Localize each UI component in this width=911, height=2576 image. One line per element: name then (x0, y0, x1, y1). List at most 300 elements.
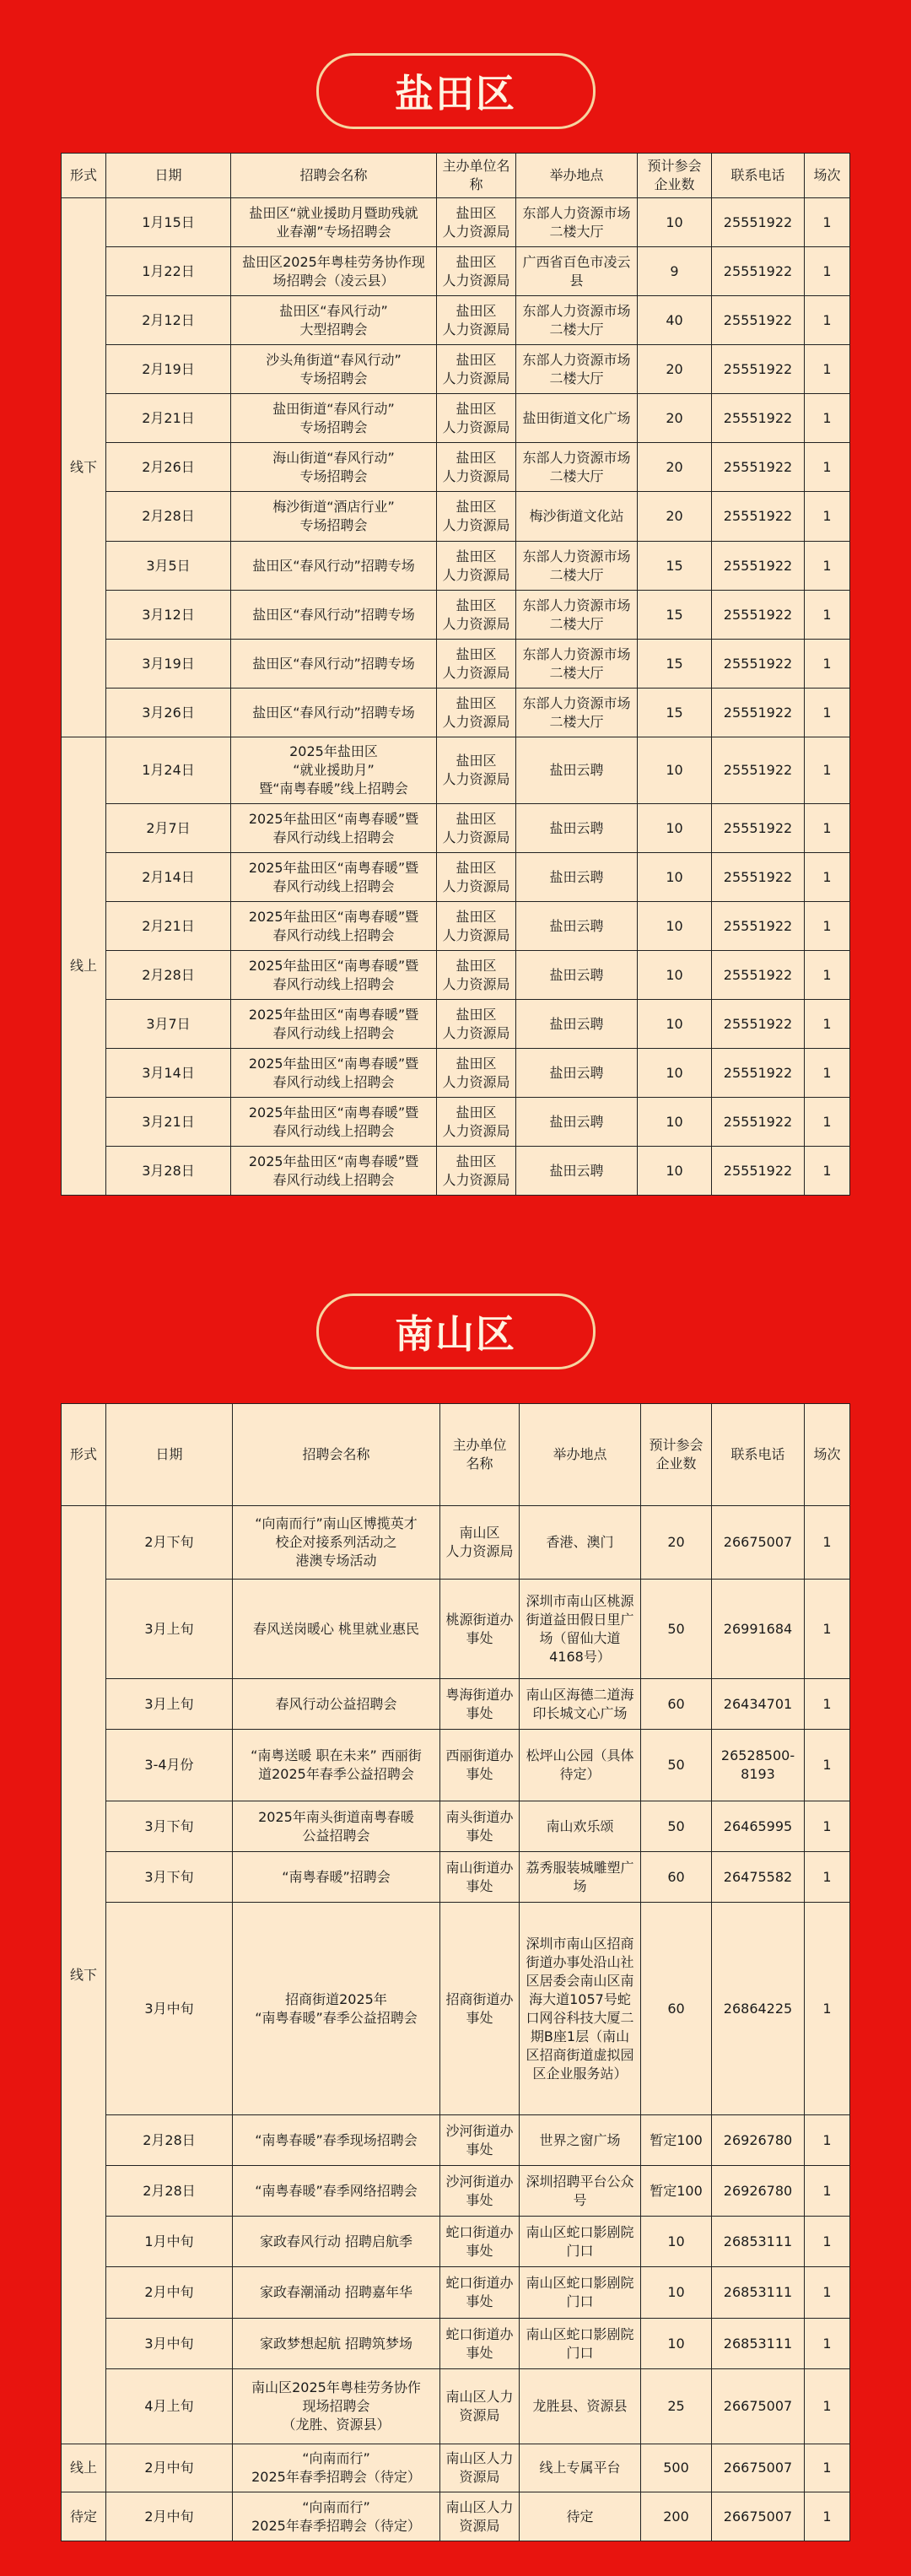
date-cell: 1月中旬 (106, 2217, 233, 2267)
organizer-cell: 蛇口街道办 事处 (440, 2217, 520, 2267)
company-count-cell: 50 (641, 1580, 712, 1679)
sessions-cell: 1 (805, 2115, 850, 2166)
date-cell: 3月中旬 (106, 1903, 233, 2115)
yantian-title-wrap (0, 51, 911, 132)
organizer-cell: 盐田区 人力资源局 (437, 394, 516, 443)
fair-name-cell: 盐田区“春风行动”招聘专场 (231, 640, 437, 689)
company-count-cell: 20 (638, 443, 712, 492)
fair-name-cell: 春风行动公益招聘会 (233, 1679, 440, 1730)
venue-cell: 东部人力资源市场 二楼大厅 (516, 640, 638, 689)
date-cell: 1月24日 (106, 737, 231, 804)
column-header: 招聘会名称 (233, 1404, 440, 1506)
mode-cell: 线下 (62, 1506, 106, 2444)
sessions-cell: 1 (805, 2166, 850, 2217)
phone-cell: 26475582 (712, 1852, 805, 1903)
sessions-cell: 1 (805, 2369, 850, 2444)
sessions-cell: 1 (805, 345, 850, 394)
table-row (62, 247, 850, 296)
table-row (62, 2319, 850, 2369)
date-cell: 2月下旬 (106, 1506, 233, 1580)
organizer-cell: 蛇口街道办 事处 (440, 2319, 520, 2369)
fair-name-cell: 南山区2025年粤桂劳务协作 现场招聘会 （龙胜、资源县） (233, 2369, 440, 2444)
venue-cell: 盐田云聘 (516, 1000, 638, 1049)
table-row (62, 394, 850, 443)
date-cell: 3月14日 (106, 1049, 231, 1098)
fair-name-cell: “南粤送暖 职在未来” 西丽街 道2025年春季公益招聘会 (233, 1730, 440, 1801)
table-row (62, 198, 850, 247)
fair-name-cell: “向南而行” 2025年春季招聘会（待定） (233, 2444, 440, 2492)
fair-name-cell: 家政春潮涌动 招聘嘉年华 (233, 2267, 440, 2319)
phone-cell: 25551922 (712, 951, 805, 1000)
column-header: 日期 (106, 1404, 233, 1506)
phone-cell: 26991684 (712, 1580, 805, 1679)
date-cell: 3月下旬 (106, 1801, 233, 1852)
company-count-cell: 50 (641, 1801, 712, 1852)
nanshan-section (0, 1291, 911, 1372)
venue-cell: 盐田云聘 (516, 853, 638, 902)
sessions-cell: 1 (805, 640, 850, 689)
sessions-cell: 1 (805, 1801, 850, 1852)
date-cell: 3月12日 (106, 591, 231, 640)
venue-cell: 南山区蛇口影剧院 门口 (520, 2267, 641, 2319)
phone-cell: 25551922 (712, 394, 805, 443)
phone-cell: 25551922 (712, 640, 805, 689)
table-row (62, 853, 850, 902)
sessions-cell: 1 (805, 2444, 850, 2492)
fair-name-cell: 2025年盐田区“南粤春暖”暨 春风行动线上招聘会 (231, 804, 437, 853)
table-row (62, 640, 850, 689)
date-cell: 2月中旬 (106, 2267, 233, 2319)
table-row (62, 737, 850, 804)
organizer-cell: 南头街道办 事处 (440, 1801, 520, 1852)
column-header: 形式 (62, 154, 106, 198)
nanshan-title: 南山区 (316, 1293, 596, 1369)
venue-cell: 梅沙街道文化站 (516, 492, 638, 542)
organizer-cell: 盐田区 人力资源局 (437, 296, 516, 345)
sessions-cell: 1 (805, 2267, 850, 2319)
phone-cell: 25551922 (712, 345, 805, 394)
table-row (62, 296, 850, 345)
date-cell: 2月中旬 (106, 2492, 233, 2541)
fair-name-cell: 招商街道2025年 “南粤春暖”春季公益招聘会 (233, 1903, 440, 2115)
phone-cell: 26853111 (712, 2267, 805, 2319)
venue-cell: 盐田云聘 (516, 951, 638, 1000)
table-row (62, 902, 850, 951)
sessions-cell: 1 (805, 542, 850, 591)
phone-cell: 25551922 (712, 198, 805, 247)
company-count-cell: 暂定100 (641, 2166, 712, 2217)
phone-cell: 26864225 (712, 1903, 805, 2115)
company-count-cell: 10 (641, 2217, 712, 2267)
company-count-cell: 60 (641, 1852, 712, 1903)
phone-cell: 25551922 (712, 902, 805, 951)
column-header: 举办地点 (516, 154, 638, 198)
company-count-cell: 15 (638, 689, 712, 737)
sessions-cell: 1 (805, 1903, 850, 2115)
fair-name-cell: 2025年南头街道南粤春暖 公益招聘会 (233, 1801, 440, 1852)
sessions-cell: 1 (805, 902, 850, 951)
phone-cell: 25551922 (712, 853, 805, 902)
company-count-cell: 15 (638, 591, 712, 640)
date-cell: 3月19日 (106, 640, 231, 689)
date-cell: 2月12日 (106, 296, 231, 345)
phone-cell: 26528500- 8193 (712, 1730, 805, 1801)
column-header: 举办地点 (520, 1404, 641, 1506)
phone-cell: 25551922 (712, 443, 805, 492)
company-count-cell: 10 (638, 1000, 712, 1049)
table-row (62, 2492, 850, 2541)
fair-name-cell: “向南而行” 2025年春季招聘会（待定） (233, 2492, 440, 2541)
organizer-cell: 盐田区 人力资源局 (437, 542, 516, 591)
venue-cell: 东部人力资源市场 二楼大厅 (516, 296, 638, 345)
company-count-cell: 10 (638, 737, 712, 804)
company-count-cell: 10 (641, 2267, 712, 2319)
phone-cell: 25551922 (712, 804, 805, 853)
organizer-cell: 盐田区 人力资源局 (437, 640, 516, 689)
sessions-cell: 1 (805, 443, 850, 492)
table-row (62, 492, 850, 542)
company-count-cell: 15 (638, 640, 712, 689)
mode-cell: 待定 (62, 2492, 106, 2541)
date-cell: 4月上旬 (106, 2369, 233, 2444)
column-header: 主办单位名称 (437, 154, 516, 198)
date-cell: 3月26日 (106, 689, 231, 737)
organizer-cell: 南山街道办 事处 (440, 1852, 520, 1903)
organizer-cell: 盐田区 人力资源局 (437, 804, 516, 853)
column-header: 场次 (805, 1404, 850, 1506)
table-row (62, 1147, 850, 1196)
sessions-cell: 1 (805, 394, 850, 443)
phone-cell: 25551922 (712, 542, 805, 591)
organizer-cell: 盐田区 人力资源局 (437, 1147, 516, 1196)
table-row (62, 804, 850, 853)
nanshan-schedule-table (61, 1403, 850, 2541)
venue-cell: 东部人力资源市场 二楼大厅 (516, 198, 638, 247)
fair-name-cell: 梅沙街道“酒店行业” 专场招聘会 (231, 492, 437, 542)
venue-cell: 南山欢乐颂 (520, 1801, 641, 1852)
fair-name-cell: 2025年盐田区“南粤春暖”暨 春风行动线上招聘会 (231, 1098, 437, 1147)
venue-cell: 盐田街道文化广场 (516, 394, 638, 443)
venue-cell: 深圳市南山区桃源 街道益田假日里广 场（留仙大道 4168号） (520, 1580, 641, 1679)
fair-name-cell: 盐田区“春风行动”招聘专场 (231, 542, 437, 591)
company-count-cell: 60 (641, 1679, 712, 1730)
yantian-section (0, 51, 911, 132)
organizer-cell: 西丽街道办 事处 (440, 1730, 520, 1801)
venue-cell: 南山区蛇口影剧院 门口 (520, 2319, 641, 2369)
column-header: 预计参会 企业数 (641, 1404, 712, 1506)
table-row (62, 1852, 850, 1903)
company-count-cell: 10 (638, 853, 712, 902)
phone-cell: 25551922 (712, 689, 805, 737)
fair-name-cell: 盐田区2025年粤桂劳务协作现 场招聘会（凌云县） (231, 247, 437, 296)
mode-cell: 线下 (62, 198, 106, 737)
company-count-cell: 60 (641, 1903, 712, 2115)
venue-cell: 盐田云聘 (516, 1049, 638, 1098)
column-header: 场次 (805, 154, 850, 198)
organizer-cell: 南山区人力 资源局 (440, 2369, 520, 2444)
venue-cell: 东部人力资源市场 二楼大厅 (516, 443, 638, 492)
organizer-cell: 招商街道办 事处 (440, 1903, 520, 2115)
table-header-row (62, 1404, 850, 1506)
phone-cell: 25551922 (712, 591, 805, 640)
fair-name-cell: “南粤春暖”春季网络招聘会 (233, 2166, 440, 2217)
table-row (62, 951, 850, 1000)
date-cell: 3月上旬 (106, 1679, 233, 1730)
venue-cell: 线上专属平台 (520, 2444, 641, 2492)
venue-cell: 东部人力资源市场 二楼大厅 (516, 689, 638, 737)
company-count-cell: 10 (638, 1098, 712, 1147)
sessions-cell: 1 (805, 1098, 850, 1147)
fair-name-cell: 2025年盐田区 “就业援助月” 暨“南粤春暖”线上招聘会 (231, 737, 437, 804)
venue-cell: 荔秀服装城雕塑广 场 (520, 1852, 641, 1903)
table-row (62, 689, 850, 737)
table-row (62, 1098, 850, 1147)
venue-cell: 深圳招聘平台公众 号 (520, 2166, 641, 2217)
company-count-cell: 10 (638, 198, 712, 247)
company-count-cell: 20 (638, 394, 712, 443)
company-count-cell: 10 (638, 902, 712, 951)
company-count-cell: 10 (638, 951, 712, 1000)
organizer-cell: 桃源街道办 事处 (440, 1580, 520, 1679)
venue-cell: 龙胜县、资源县 (520, 2369, 641, 2444)
company-count-cell: 500 (641, 2444, 712, 2492)
organizer-cell: 粤海街道办 事处 (440, 1679, 520, 1730)
table-row (62, 2217, 850, 2267)
date-cell: 3-4月份 (106, 1730, 233, 1801)
company-count-cell: 10 (638, 1049, 712, 1098)
organizer-cell: 南山区人力 资源局 (440, 2492, 520, 2541)
organizer-cell: 盐田区 人力资源局 (437, 1049, 516, 1098)
venue-cell: 东部人力资源市场 二楼大厅 (516, 542, 638, 591)
table-row (62, 2444, 850, 2492)
sessions-cell: 1 (805, 1852, 850, 1903)
organizer-cell: 南山区人力 资源局 (440, 2444, 520, 2492)
fair-name-cell: 盐田区“春风行动” 大型招聘会 (231, 296, 437, 345)
organizer-cell: 沙河街道办 事处 (440, 2115, 520, 2166)
column-header: 预计参会企业数 (638, 154, 712, 198)
organizer-cell: 盐田区 人力资源局 (437, 853, 516, 902)
table-row (62, 345, 850, 394)
sessions-cell: 1 (805, 853, 850, 902)
venue-cell: 东部人力资源市场 二楼大厅 (516, 591, 638, 640)
venue-cell: 东部人力资源市场 二楼大厅 (516, 345, 638, 394)
date-cell: 2月28日 (106, 2115, 233, 2166)
fair-name-cell: 春风送岗暖心 桃里就业惠民 (233, 1580, 440, 1679)
date-cell: 2月21日 (106, 394, 231, 443)
venue-cell: 南山区蛇口影剧院 门口 (520, 2217, 641, 2267)
table-row (62, 1730, 850, 1801)
organizer-cell: 盐田区 人力资源局 (437, 737, 516, 804)
company-count-cell: 40 (638, 296, 712, 345)
sessions-cell: 1 (805, 591, 850, 640)
date-cell: 2月28日 (106, 492, 231, 542)
company-count-cell: 50 (641, 1730, 712, 1801)
table-row (62, 1679, 850, 1730)
organizer-cell: 盐田区 人力资源局 (437, 198, 516, 247)
company-count-cell: 200 (641, 2492, 712, 2541)
organizer-cell: 盐田区 人力资源局 (437, 1000, 516, 1049)
phone-cell: 26926780 (712, 2166, 805, 2217)
date-cell: 3月7日 (106, 1000, 231, 1049)
table-row (62, 443, 850, 492)
column-header: 联系电话 (712, 154, 805, 198)
date-cell: 3月5日 (106, 542, 231, 591)
sessions-cell: 1 (805, 198, 850, 247)
organizer-cell: 盐田区 人力资源局 (437, 591, 516, 640)
company-count-cell: 20 (638, 492, 712, 542)
fair-name-cell: “向南而行”南山区博揽英才 校企对接系列活动之 港澳专场活动 (233, 1506, 440, 1580)
fair-name-cell: 家政梦想起航 招聘筑梦场 (233, 2319, 440, 2369)
date-cell: 2月21日 (106, 902, 231, 951)
phone-cell: 26853111 (712, 2217, 805, 2267)
organizer-cell: 沙河街道办 事处 (440, 2166, 520, 2217)
date-cell: 3月28日 (106, 1147, 231, 1196)
fair-name-cell: 家政春风行动 招聘启航季 (233, 2217, 440, 2267)
organizer-cell: 盐田区 人力资源局 (437, 1098, 516, 1147)
phone-cell: 26926780 (712, 2115, 805, 2166)
table-row (62, 1049, 850, 1098)
fair-name-cell: 2025年盐田区“南粤春暖”暨 春风行动线上招聘会 (231, 1000, 437, 1049)
fair-name-cell: 2025年盐田区“南粤春暖”暨 春风行动线上招聘会 (231, 951, 437, 1000)
date-cell: 1月22日 (106, 247, 231, 296)
company-count-cell: 10 (638, 804, 712, 853)
venue-cell: 盐田云聘 (516, 902, 638, 951)
table-row (62, 2267, 850, 2319)
venue-cell: 松坪山公园（具体 待定） (520, 1730, 641, 1801)
table-row (62, 2166, 850, 2217)
phone-cell: 26675007 (712, 1506, 805, 1580)
company-count-cell: 10 (638, 1147, 712, 1196)
fair-name-cell: 2025年盐田区“南粤春暖”暨 春风行动线上招聘会 (231, 1147, 437, 1196)
company-count-cell: 20 (641, 1506, 712, 1580)
table-row (62, 1801, 850, 1852)
venue-cell: 盐田云聘 (516, 1098, 638, 1147)
date-cell: 3月21日 (106, 1098, 231, 1147)
table-row (62, 2369, 850, 2444)
company-count-cell: 10 (641, 2319, 712, 2369)
fair-name-cell: 海山街道“春风行动” 专场招聘会 (231, 443, 437, 492)
sessions-cell: 1 (805, 1506, 850, 1580)
company-count-cell: 25 (641, 2369, 712, 2444)
date-cell: 2月14日 (106, 853, 231, 902)
venue-cell: 盐田云聘 (516, 1147, 638, 1196)
venue-cell: 盐田云聘 (516, 804, 638, 853)
column-header: 联系电话 (712, 1404, 805, 1506)
sessions-cell: 1 (805, 247, 850, 296)
phone-cell: 25551922 (712, 492, 805, 542)
phone-cell: 25551922 (712, 1098, 805, 1147)
sessions-cell: 1 (805, 296, 850, 345)
phone-cell: 25551922 (712, 296, 805, 345)
organizer-cell: 盐田区 人力资源局 (437, 443, 516, 492)
fair-name-cell: 盐田区“春风行动”招聘专场 (231, 591, 437, 640)
company-count-cell: 20 (638, 345, 712, 394)
sessions-cell: 1 (805, 689, 850, 737)
table-row (62, 542, 850, 591)
company-count-cell: 暂定100 (641, 2115, 712, 2166)
organizer-cell: 盐田区 人力资源局 (437, 247, 516, 296)
company-count-cell: 9 (638, 247, 712, 296)
sessions-cell: 1 (805, 951, 850, 1000)
fair-name-cell: 盐田区“就业援助月暨助残就 业春潮”专场招聘会 (231, 198, 437, 247)
fair-name-cell: “南粤春暖”春季现场招聘会 (233, 2115, 440, 2166)
column-header: 主办单位 名称 (440, 1404, 520, 1506)
table-row (62, 2115, 850, 2166)
sessions-cell: 1 (805, 1000, 850, 1049)
sessions-cell: 1 (805, 492, 850, 542)
table-row (62, 591, 850, 640)
mode-cell: 线上 (62, 737, 106, 1196)
organizer-cell: 盐田区 人力资源局 (437, 951, 516, 1000)
organizer-cell: 盐田区 人力资源局 (437, 902, 516, 951)
date-cell: 2月28日 (106, 2166, 233, 2217)
organizer-cell: 蛇口街道办 事处 (440, 2267, 520, 2319)
fair-name-cell: 盐田街道“春风行动” 专场招聘会 (231, 394, 437, 443)
table-row (62, 1903, 850, 2115)
phone-cell: 26675007 (712, 2369, 805, 2444)
fair-name-cell: 沙头角街道“春风行动” 专场招聘会 (231, 345, 437, 394)
table-row (62, 1506, 850, 1580)
phone-cell: 26675007 (712, 2444, 805, 2492)
table-header-row (62, 154, 850, 198)
column-header: 形式 (62, 1404, 106, 1506)
sessions-cell: 1 (805, 2319, 850, 2369)
venue-cell: 香港、澳门 (520, 1506, 641, 1580)
phone-cell: 25551922 (712, 1000, 805, 1049)
sessions-cell: 1 (805, 1049, 850, 1098)
organizer-cell: 南山区 人力资源局 (440, 1506, 520, 1580)
venue-cell: 广西省百色市凌云 县 (516, 247, 638, 296)
venue-cell: 南山区海德二道海 印长城文心广场 (520, 1679, 641, 1730)
date-cell: 2月19日 (106, 345, 231, 394)
phone-cell: 25551922 (712, 1147, 805, 1196)
phone-cell: 26434701 (712, 1679, 805, 1730)
date-cell: 2月26日 (106, 443, 231, 492)
company-count-cell: 15 (638, 542, 712, 591)
venue-cell: 世界之窗广场 (520, 2115, 641, 2166)
column-header: 日期 (106, 154, 231, 198)
date-cell: 3月中旬 (106, 2319, 233, 2369)
fair-name-cell: 2025年盐田区“南粤春暖”暨 春风行动线上招聘会 (231, 1049, 437, 1098)
mode-cell: 线上 (62, 2444, 106, 2492)
phone-cell: 25551922 (712, 1049, 805, 1098)
sessions-cell: 1 (805, 1147, 850, 1196)
yantian-schedule-table (61, 153, 850, 1196)
organizer-cell: 盐田区 人力资源局 (437, 689, 516, 737)
organizer-cell: 盐田区 人力资源局 (437, 492, 516, 542)
phone-cell: 26853111 (712, 2319, 805, 2369)
fair-name-cell: 2025年盐田区“南粤春暖”暨 春风行动线上招聘会 (231, 853, 437, 902)
sessions-cell: 1 (805, 1730, 850, 1801)
venue-cell: 盐田云聘 (516, 737, 638, 804)
date-cell: 1月15日 (106, 198, 231, 247)
sessions-cell: 1 (805, 2492, 850, 2541)
date-cell: 3月上旬 (106, 1580, 233, 1679)
column-header: 招聘会名称 (231, 154, 437, 198)
date-cell: 2月中旬 (106, 2444, 233, 2492)
phone-cell: 26465995 (712, 1801, 805, 1852)
table-row (62, 1000, 850, 1049)
table-row (62, 1580, 850, 1679)
phone-cell: 25551922 (712, 247, 805, 296)
fair-name-cell: 盐田区“春风行动”招聘专场 (231, 689, 437, 737)
sessions-cell: 1 (805, 2217, 850, 2267)
phone-cell: 26675007 (712, 2492, 805, 2541)
sessions-cell: 1 (805, 1580, 850, 1679)
organizer-cell: 盐田区 人力资源局 (437, 345, 516, 394)
date-cell: 2月7日 (106, 804, 231, 853)
sessions-cell: 1 (805, 804, 850, 853)
